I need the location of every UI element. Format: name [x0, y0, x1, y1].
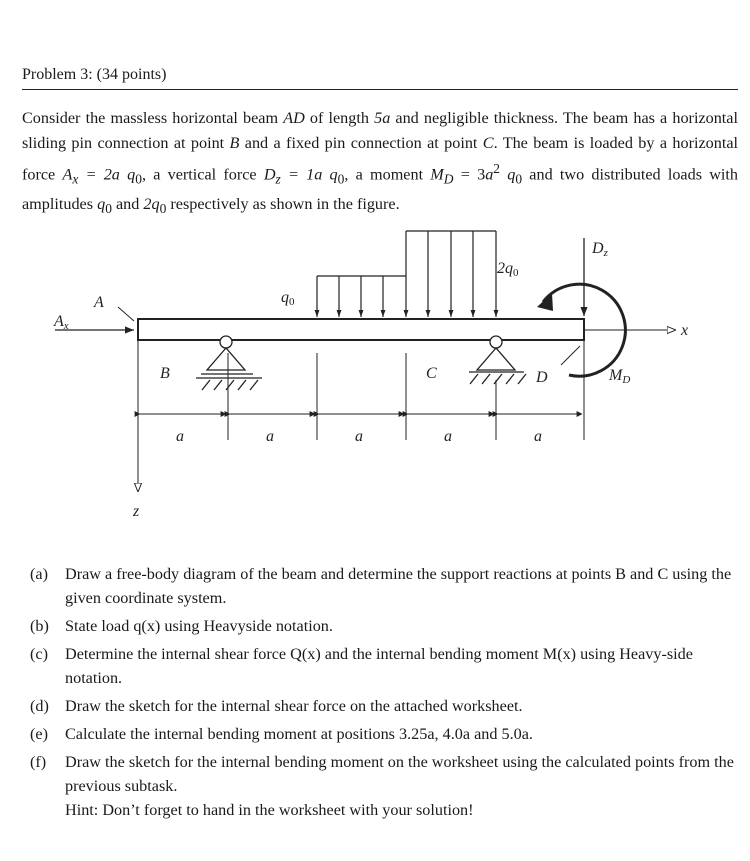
label-Ax: Ax [54, 313, 69, 332]
dim-label: a [176, 428, 184, 445]
fixed-pin-support-C [469, 336, 526, 384]
task-item-e: (e) Calculate the internal bending moment at positions 3.25a, 4.0a and 5.0a. [30, 725, 533, 743]
task-list [30, 562, 738, 802]
problem-heading: Problem 3: (34 points) [22, 66, 167, 83]
beam-figure [0, 215, 750, 545]
label-C: C [426, 365, 437, 382]
label-x: x [681, 322, 689, 339]
dim-label: a [355, 428, 363, 445]
label-B: B [160, 365, 170, 382]
beam-AD [138, 319, 584, 340]
dim-label: a [534, 428, 542, 445]
task-item-f: (f) Draw the sketch for the internal bending moment on the worksheet using the calculated points from the previous subtask. [30, 753, 734, 795]
label-A: A [94, 294, 104, 311]
label-q0: q0 [281, 289, 295, 308]
dim-label: a [266, 428, 274, 445]
hint-text: Hint: Don’t forget to hand in the worksheet with your solution! [65, 801, 474, 819]
distributed-load-q0 [317, 276, 406, 317]
task-item-a: (a) Draw a free-body diagram of the beam and determine the support reactions at points B and C using the given coordinate system. [30, 565, 732, 607]
task-item-b: (b) State load q(x) using Heavyside notation. [30, 617, 333, 635]
distributed-load-2q0 [406, 231, 496, 317]
label-z: z [133, 503, 140, 520]
dimension-labels [176, 428, 542, 445]
dim-label: a [444, 428, 452, 445]
task-item-c: (c) Determine the internal shear force Q(x) and the internal bending moment M(x) using Heavy-side notation. [30, 645, 693, 687]
label-2q0: 2q0 [497, 260, 519, 279]
label-D: D [536, 369, 548, 386]
heading-rule [22, 89, 738, 90]
sliding-pin-support-B [196, 336, 262, 390]
problem-statement: Consider the massless horizontal beam AD of length 5a and negligible thickness. The beam has a horizontal sliding pin connection at point B and a fixed pin connection at point C. The beam is loaded by a horizontal force $A_x = 2a$ $q_0$, a vertical force $D_z = 1a$ $q_0$, a moment $M_D = 3a^2$ $q_0$ and two distributed loads with amplitudes $q_0$ and $2q_0$ respectively as shown in the figure. [22, 109, 739, 216]
dimension-lines [140, 340, 584, 440]
label-Dz: Dz [592, 240, 608, 259]
task-item-d: (d) Draw the sketch for the internal shear force on the attached worksheet. [30, 697, 523, 715]
label-MD: MD [609, 367, 631, 386]
